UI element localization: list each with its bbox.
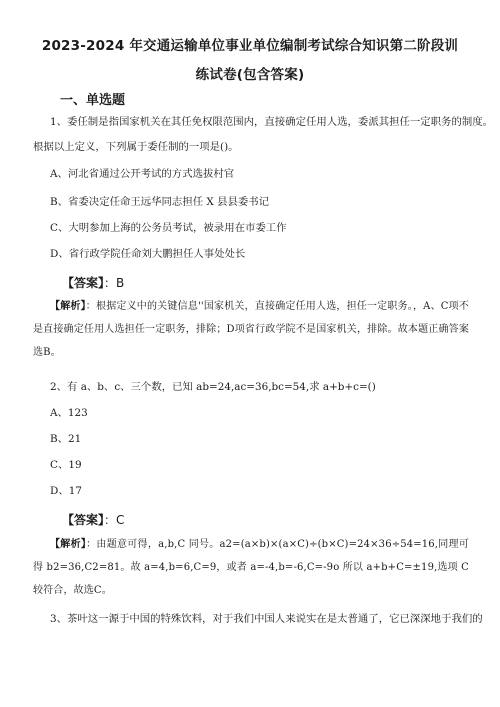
analysis-text: ：由题意可得，a,b,C 同号。a2=(a×b)×(a×C)÷(b×C)=24×36÷54=16,同理可得 b2=36,C2=81。故 a=4,b=6,C=9，或者 a=-4,b=-6,C=-9o 所以 a+b+C=±19,选项 C 较符合，故选C。 [33, 539, 469, 596]
answer-value: ：C [104, 513, 125, 527]
analysis-label: 【解析】 [50, 539, 87, 550]
question-1-answer [62, 274, 124, 291]
answer-label: 【答案】 [62, 513, 105, 527]
question-2-option-c: C、19 [50, 459, 82, 471]
question-1-option-a: A、河北省通过公开考试的方式选拔村官 [50, 168, 235, 180]
question-2-option-d: D、17 [50, 485, 82, 497]
section-heading: 一、单选题 [60, 93, 126, 108]
question-2-option-b: B、21 [50, 433, 82, 445]
question-2-answer [62, 511, 124, 528]
answer-label: 【答案】 [62, 276, 105, 290]
document-title-line2: 练试卷(包含答案) [195, 67, 305, 83]
analysis-text: ：根据定义中的关键信息''国家机关，直接确定任用人选，担任一定职务。，A、C项不是直接确定任用人选担任一定职务，排除；D项省行政学院不是国家机关，排除。故本题正确答案选B。 [33, 301, 469, 358]
question-1-option-d: D、省行政学院任命刘大鹏担任人事处处长 [50, 248, 246, 260]
analysis-label: 【解析】 [50, 301, 86, 312]
question-2-option-a: A、123 [50, 407, 88, 419]
question-2-stem: 2、有 a、b、c、三个数，已知 ab=24,ac=36,bc=54,求 a+b+c=() [50, 381, 376, 393]
document-title-line1: 2023-2024 年交通运输单位事业单位编制考试综合知识第二阶段训 [41, 38, 459, 54]
question-2-analysis [33, 533, 469, 602]
question-1-stem-line2: 根据以上定义，下列属于委任制的一项是()。 [33, 141, 239, 153]
question-1-option-b: B、省委决定任命王远华同志担任 X 县县委书记 [50, 196, 270, 208]
question-3-stem: 3、茶叶这一源于中国的特殊饮料，对于我们中国人来说实在是太普通了，它已深深地于我们的 [50, 613, 483, 625]
question-1-stem-line1: 1、委任制是指国家机关在其任免权限范围内，直接确定任用人选，委派其担任一定职务的制度。 [50, 116, 494, 128]
answer-value: ：B [104, 276, 125, 290]
question-1-option-c: C、大明参加上海的公务员考试，被录用在市委工作 [50, 222, 287, 234]
question-1-analysis [33, 295, 469, 364]
